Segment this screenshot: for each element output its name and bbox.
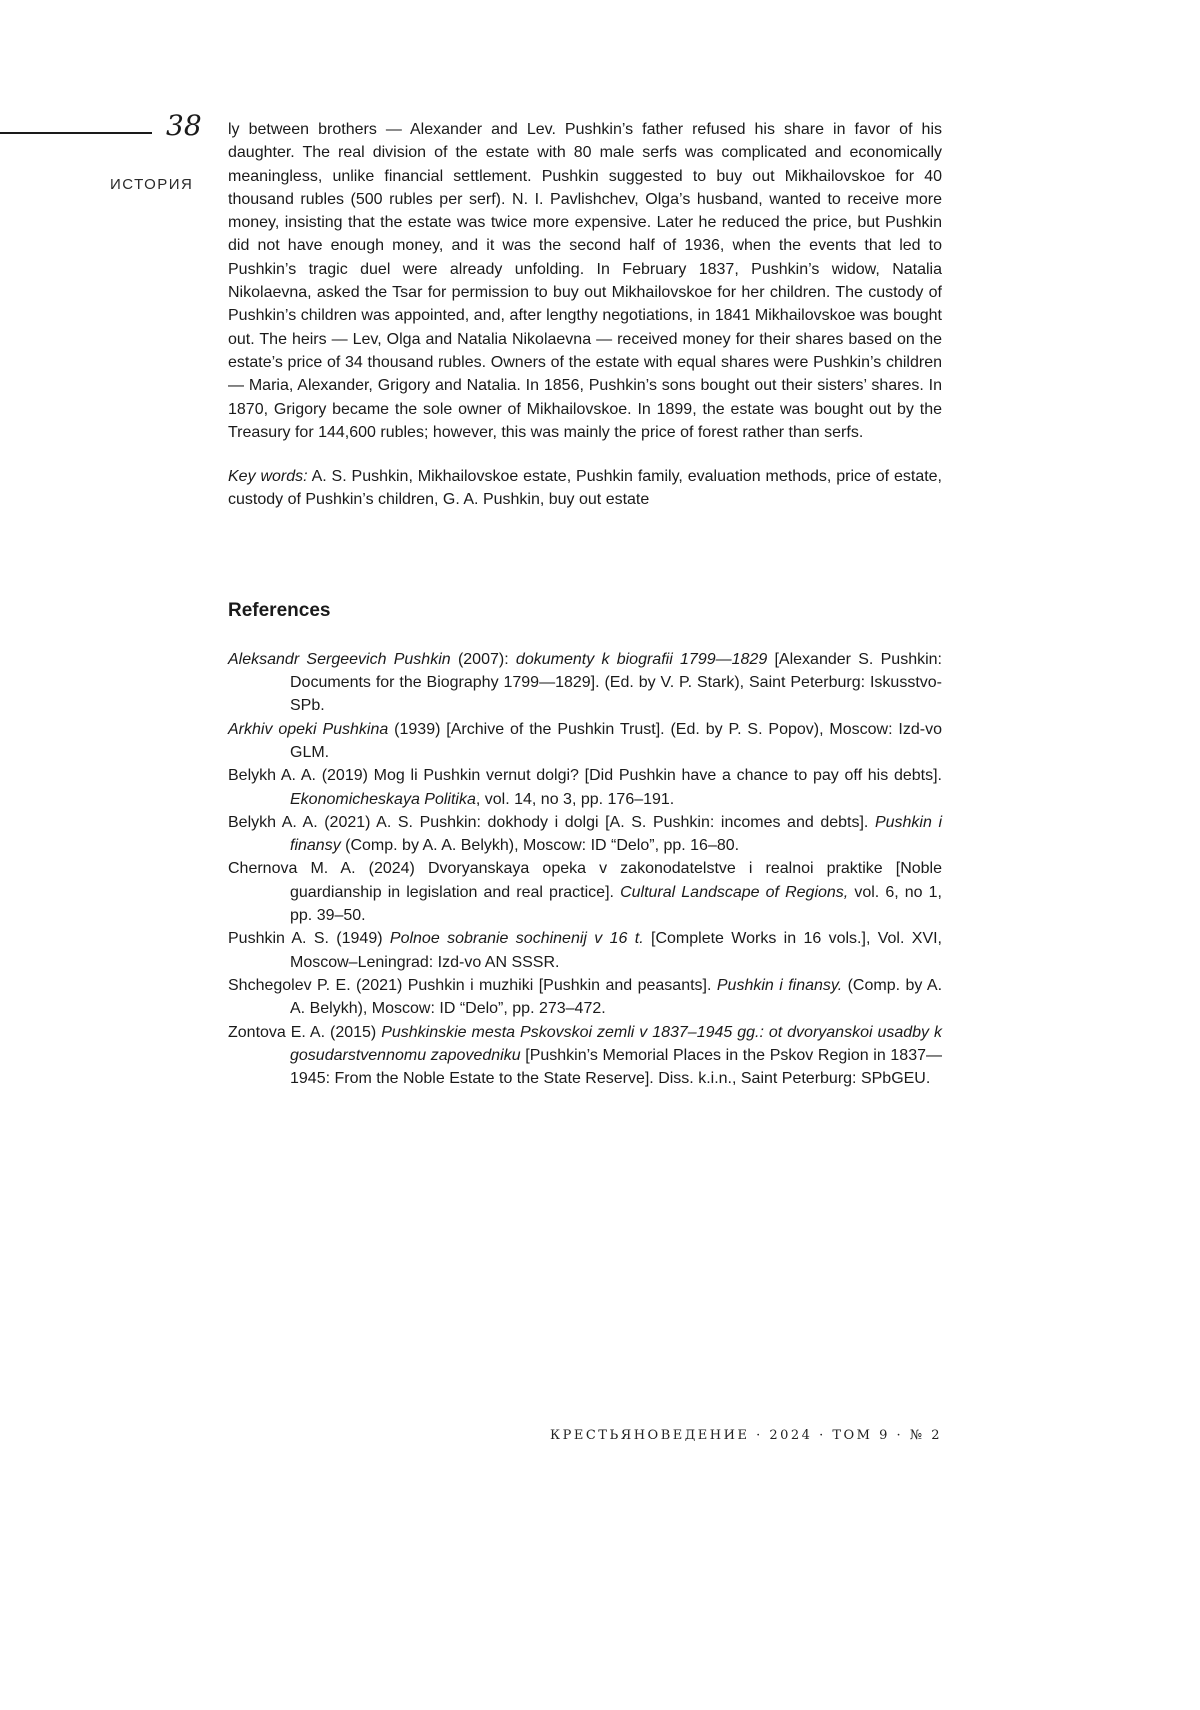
reference-text-segment: [Alexander S. Pushkin: Documents for the Biography 1799—1829]. (Ed. by V. P. Stark), Saint Peterburg: Iskusstvo-SPb. (290, 650, 943, 715)
section-label: ИСТОРИЯ (110, 176, 194, 193)
reference-text-segment: (Comp. by A. A. Belykh), Moscow: ID “Delo”, pp. 16–80. (340, 837, 740, 855)
reference-text-segment: (2007): (450, 650, 516, 668)
reference-text-segment: Zontova E. A. (2015) (228, 1023, 382, 1041)
reference-title-segment: Pushkin i finansy. (716, 976, 843, 994)
reference-text-segment: vol. 6, no 1, pp. 39–50. (290, 883, 942, 925)
reference-title-segment: Polnoe sobranie sochinenij v 16 t. (389, 930, 644, 948)
reference-item (228, 648, 942, 718)
content-column (228, 118, 942, 1090)
keywords-paragraph (228, 465, 942, 512)
references-list (228, 648, 942, 1091)
reference-item (228, 857, 942, 927)
reference-title-segment: Pushkinskie mesta Pskovskoi zemli v 1837–1945 gg.: ot dvoryanskoi usadby k gosudarstvennomu zapovedniku (290, 1023, 942, 1064)
reference-text-segment: Pushkin A. S. (1949) (228, 930, 390, 948)
keywords-label: Key words: (228, 468, 308, 486)
reference-item (228, 974, 942, 1021)
reference-item (228, 811, 942, 858)
reference-item (228, 1021, 942, 1091)
reference-text-segment: (Comp. by A. A. Belykh), Moscow: ID “Delo”, pp. 273–472. (290, 976, 943, 1018)
reference-item (228, 764, 942, 811)
page-number: 38 (166, 109, 202, 142)
journal-footer: КРЕСТЬЯНОВЕДЕНИЕ · 2024 · ТОМ 9 · № 2 (550, 1428, 942, 1443)
reference-text-segment: Shchegolev P. E. (2021) Pushkin i muzhiki [Pushkin and peasants]. (228, 976, 717, 994)
abstract-paragraph: ly between brothers — Alexander and Lev. Pushkin’s father refused his share in favor of his daughter. The real division of the estate with 80 male serfs was complicated and economically meaningless, unlike financial settlement. Pushkin suggested to buy out Mikhailovskoe for 40 thousand rubles (500 rubles per serf). N. I. Pavlishchev, Olga’s husband, wanted to receive more money, insisting that the estate was twice more expensive. Later he reduced the price, but Pushkin did not have enough money, and it was the second half of 1936, when the events that led to Pushkin’s tragic duel were already unfolding. In February 1837, Pushkin’s widow, Natalia Nikolaevna, asked the Tsar for permission to buy out Mikhailovskoe for her children. The custody of Pushkin’s children was appointed, and, after lengthy negotiations, in 1841 Mikhailovskoe was bought out. The heirs — Lev, Olga and Natalia Nikolaevna — received money for their shares based on the estate’s price of 34 thousand rubles. Owners of the estate with equal shares were Pushkin’s children — Maria, Alexander, Grigory and Natalia. In 1856, Pushkin’s sons bought out their sisters’ shares. In 1870, Grigory became the sole owner of Mikhailovskoe. In 1899, the estate was bought out by the Treasury for 144,600 rubles; however, this was mainly the price of forest rather than serfs. (228, 121, 942, 441)
references-heading: References (228, 599, 331, 621)
reference-title-segment: dokumenty k biografii 1799—1829 (515, 650, 768, 668)
margin-rule (0, 132, 152, 134)
reference-item (228, 718, 942, 765)
reference-text-segment: Belykh A. A. (2021) A. S. Pushkin: dokhody i dolgi [A. S. Pushkin: incomes and debts]. (228, 813, 875, 831)
reference-title-segment: Ekonomicheskaya Politika (290, 790, 476, 808)
reference-title-segment: Pushkin i finansy (290, 813, 942, 855)
reference-item (228, 927, 942, 974)
reference-text-segment: (1939) [Archive of the Pushkin Trust]. (Ed. by P. S. Popov), Moscow: Izd-vo GLM. (290, 720, 943, 761)
reference-text-segment: [Pushkin’s Memorial Places in the Pskov Region in 1837—1945: From the Noble Estate to the State Reserve]. Diss. k.i.n., Saint Peterburg: SPbGEU. (290, 1046, 943, 1088)
reference-title-segment: Aleksandr Sergeevich Pushkin (228, 650, 451, 668)
keywords-text: A. S. Pushkin, Mikhailovskoe estate, Pushkin family, evaluation methods, price of estate, custody of Pushkin’s children, G. A. Pushkin, buy out estate (228, 468, 943, 509)
reference-text-segment: , vol. 14, no 3, pp. 176–191. (475, 790, 675, 808)
reference-text-segment: Chernova M. A. (2024) Dvoryanskaya opeka v zakonodatelstve i realnoi praktike [Noble guardianship in legislation and real practice]. (228, 860, 942, 901)
reference-title-segment: Cultural Landscape of Regions, (620, 883, 849, 901)
reference-text-segment: Belykh A. A. (2019) Mog li Pushkin vernut dolgi? [Did Pushkin have a chance to pay off his debts]. (228, 767, 942, 785)
reference-text-segment: [Complete Works in 16 vols.], Vol. XVI, Moscow–Leningrad: Izd-vo AN SSSR. (290, 930, 942, 971)
reference-title-segment: Arkhiv opeki Pushkina (228, 720, 389, 738)
